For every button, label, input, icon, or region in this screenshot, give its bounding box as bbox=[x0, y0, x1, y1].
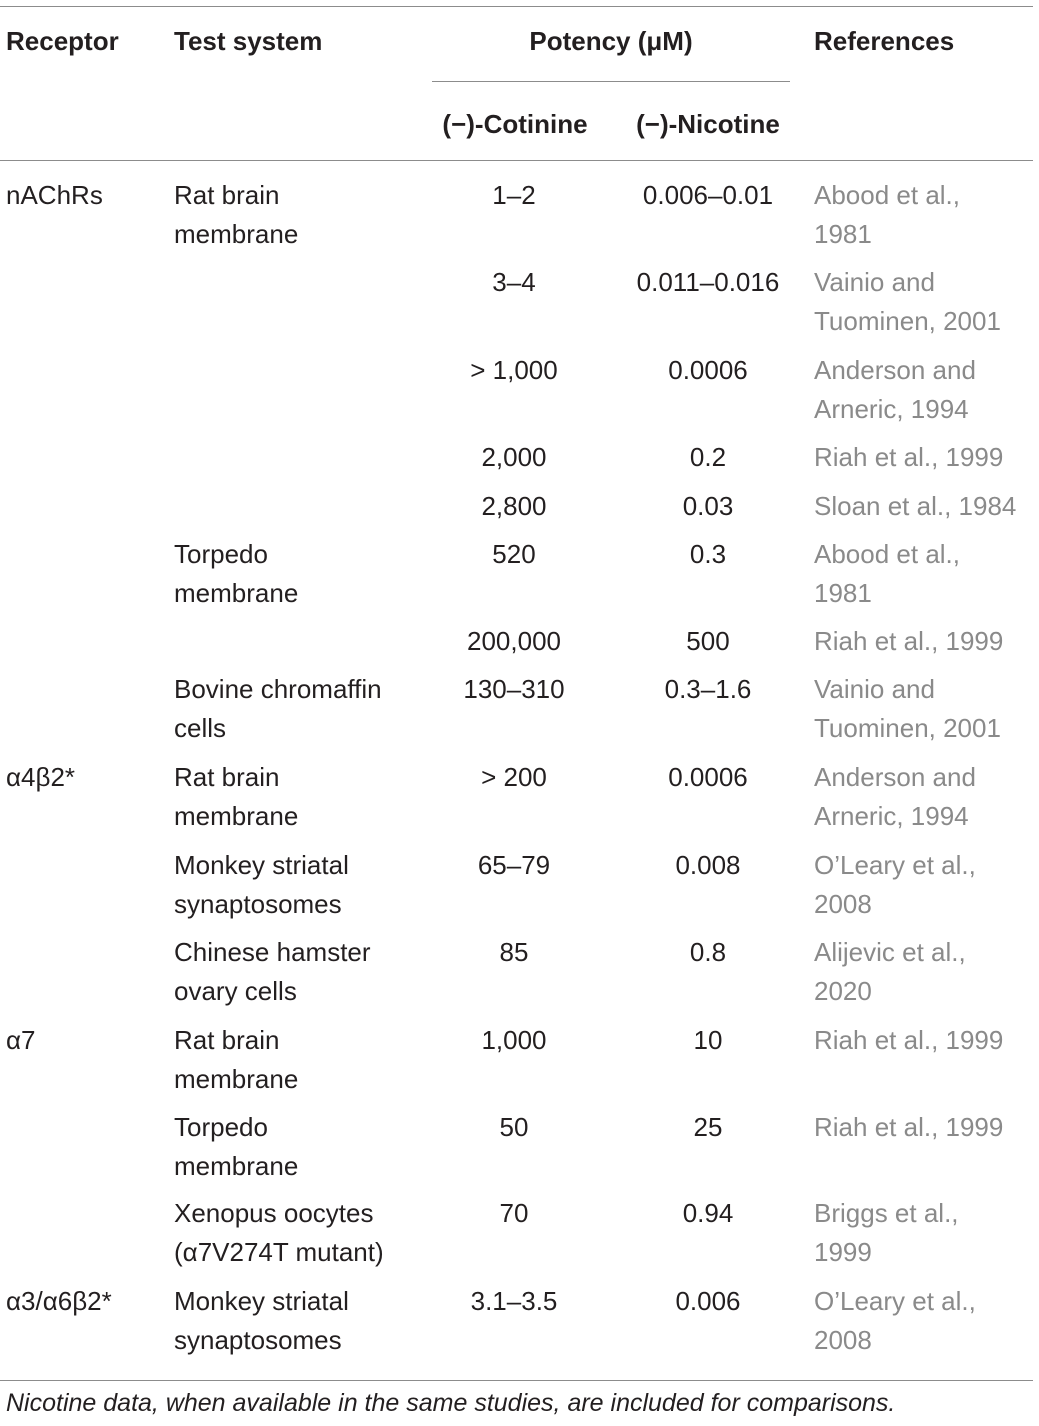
cotinine-cell: 70 bbox=[499, 1198, 529, 1228]
test-system-cell: Xenopus oocytes bbox=[174, 1198, 374, 1228]
header-receptor: Receptor bbox=[6, 26, 119, 56]
receptor-cell: α3/α6β2* bbox=[6, 1286, 112, 1316]
reference-cell: Tuominen, 2001 bbox=[814, 306, 1001, 336]
reference-cell: 1981 bbox=[814, 578, 872, 608]
test-system-cell: Rat brain bbox=[174, 180, 280, 210]
nicotine-cell: 0.011–0.016 bbox=[636, 267, 780, 297]
table-footnote: Nicotine data, when available in the same studies, are included for comparisons. bbox=[6, 1389, 896, 1417]
reference-cell: Sloan et al., 1984 bbox=[814, 491, 1017, 521]
cotinine-cell: 520 bbox=[492, 539, 536, 569]
reference-cell: Abood et al., bbox=[814, 539, 960, 569]
test-system-cell: membrane bbox=[174, 219, 299, 249]
nicotine-cell: 0.3 bbox=[689, 539, 727, 569]
test-system-cell: Bovine chromaffin bbox=[174, 674, 382, 704]
nicotine-cell: 0.8 bbox=[689, 937, 727, 967]
test-system-cell: (α7V274T mutant) bbox=[174, 1237, 384, 1267]
cotinine-cell: 130–310 bbox=[463, 674, 565, 704]
receptor-cell: α7 bbox=[6, 1025, 36, 1055]
nicotine-cell: 0.0006 bbox=[668, 355, 748, 385]
reference-cell: 2008 bbox=[814, 1325, 872, 1355]
top-rule bbox=[0, 6, 1033, 7]
reference-cell: Vainio and bbox=[814, 674, 935, 704]
nicotine-cell: 0.03 bbox=[682, 491, 734, 521]
nicotine-cell: 0.94 bbox=[682, 1198, 734, 1228]
test-system-cell: membrane bbox=[174, 1151, 299, 1181]
reference-cell: Arneric, 1994 bbox=[814, 394, 969, 424]
test-system-cell: cells bbox=[174, 713, 227, 743]
test-system-cell: Monkey striatal bbox=[174, 850, 349, 880]
reference-cell: Arneric, 1994 bbox=[814, 801, 969, 831]
test-system-cell: membrane bbox=[174, 1064, 299, 1094]
cotinine-cell: > 200 bbox=[481, 762, 547, 792]
nicotine-cell: 10 bbox=[693, 1025, 723, 1055]
cotinine-cell: 65–79 bbox=[477, 850, 551, 880]
cotinine-cell: 2,000 bbox=[481, 442, 547, 472]
potency-subrule bbox=[432, 81, 790, 82]
header-test-system: Test system bbox=[174, 26, 323, 56]
header-references: References bbox=[814, 26, 955, 56]
header-cotinine: (−)-Cotinine bbox=[442, 109, 588, 139]
cotinine-cell: 2,800 bbox=[481, 491, 547, 521]
reference-cell: Briggs et al., bbox=[814, 1198, 959, 1228]
nicotine-cell: 25 bbox=[693, 1112, 723, 1142]
nicotine-cell: 0.006 bbox=[675, 1286, 741, 1316]
test-system-cell: Rat brain bbox=[174, 762, 280, 792]
nicotine-cell: 500 bbox=[686, 626, 730, 656]
nicotine-cell: 0.008 bbox=[675, 850, 741, 880]
nicotine-cell: 0.006–0.01 bbox=[642, 180, 774, 210]
reference-cell: 1981 bbox=[814, 219, 872, 249]
nicotine-cell: 0.2 bbox=[689, 442, 727, 472]
reference-cell: 2020 bbox=[814, 976, 872, 1006]
test-system-cell: membrane bbox=[174, 801, 299, 831]
reference-cell: O’Leary et al., bbox=[814, 1286, 976, 1316]
reference-cell: Riah et al., 1999 bbox=[814, 442, 1004, 472]
receptor-cell: α4β2* bbox=[6, 762, 76, 792]
cotinine-cell: 200,000 bbox=[467, 626, 561, 656]
test-system-cell: synaptosomes bbox=[174, 1325, 342, 1355]
reference-cell: Abood et al., bbox=[814, 180, 960, 210]
bottom-rule bbox=[0, 1380, 1033, 1381]
reference-cell: Riah et al., 1999 bbox=[814, 1112, 1004, 1142]
nicotine-cell: 0.0006 bbox=[668, 762, 748, 792]
header-nicotine: (−)-Nicotine bbox=[636, 109, 780, 139]
test-system-cell: Rat brain bbox=[174, 1025, 280, 1055]
receptor-cell: nAChRs bbox=[6, 180, 103, 210]
reference-cell: Riah et al., 1999 bbox=[814, 1025, 1004, 1055]
test-system-cell: membrane bbox=[174, 578, 299, 608]
header-potency: Potency (μM) bbox=[529, 26, 693, 56]
reference-cell: Riah et al., 1999 bbox=[814, 626, 1004, 656]
nicotine-cell: 0.3–1.6 bbox=[664, 674, 752, 704]
test-system-cell: synaptosomes bbox=[174, 889, 342, 919]
cotinine-cell: 85 bbox=[499, 937, 529, 967]
reference-cell: 2008 bbox=[814, 889, 872, 919]
test-system-cell: Chinese hamster bbox=[174, 937, 371, 967]
cotinine-cell: 1,000 bbox=[481, 1025, 547, 1055]
test-system-cell: Torpedo bbox=[174, 539, 268, 569]
test-system-cell: Monkey striatal bbox=[174, 1286, 349, 1316]
cotinine-cell: 50 bbox=[499, 1112, 529, 1142]
reference-cell: Alijevic et al., bbox=[814, 937, 966, 967]
reference-cell: Anderson and bbox=[814, 762, 976, 792]
test-system-cell: ovary cells bbox=[174, 976, 297, 1006]
header-rule bbox=[0, 160, 1033, 161]
cotinine-cell: 3–4 bbox=[492, 267, 536, 297]
reference-cell: Anderson and bbox=[814, 355, 976, 385]
reference-cell: O’Leary et al., bbox=[814, 850, 976, 880]
reference-cell: 1999 bbox=[814, 1237, 872, 1267]
reference-cell: Vainio and bbox=[814, 267, 935, 297]
reference-cell: Tuominen, 2001 bbox=[814, 713, 1001, 743]
cotinine-cell: 3.1–3.5 bbox=[470, 1286, 558, 1316]
test-system-cell: Torpedo bbox=[174, 1112, 268, 1142]
cotinine-cell: > 1,000 bbox=[470, 355, 558, 385]
cotinine-cell: 1–2 bbox=[492, 180, 536, 210]
